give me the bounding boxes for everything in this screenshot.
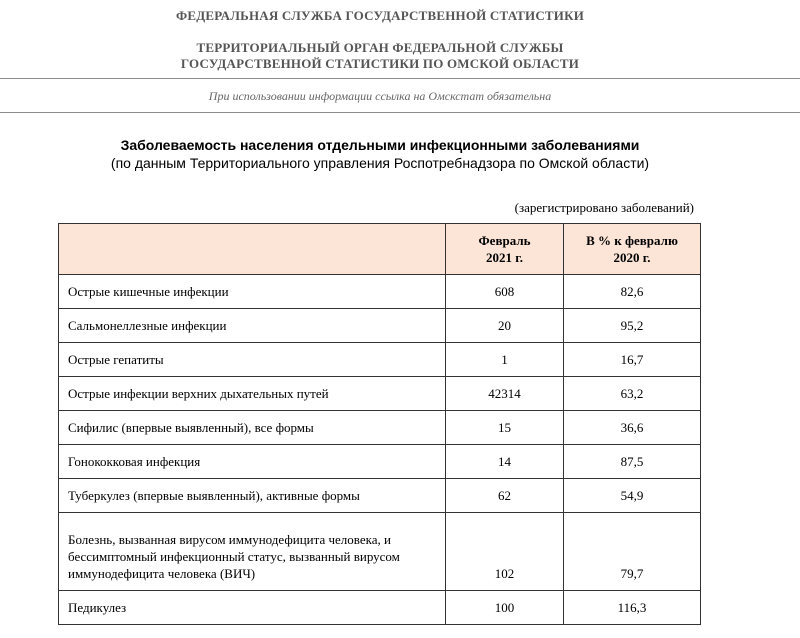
disease-name: Сифилис (впервые выявленный), все формы — [59, 411, 446, 445]
table-row — [59, 479, 701, 513]
header-pct-line1: В % к февралю — [586, 233, 678, 248]
table-row — [59, 591, 701, 625]
disease-name: Гонококковая инфекция — [59, 445, 446, 479]
case-count: 15 — [446, 411, 564, 445]
table-row — [59, 411, 701, 445]
percent-of-prior: 54,9 — [564, 479, 701, 513]
case-count: 1 — [446, 343, 564, 377]
percent-of-prior: 16,7 — [564, 343, 701, 377]
report-subtitle: (по данным Территориального управления Роспотребнадзора по Омской области) — [110, 155, 650, 171]
regional-office-line2: ГОСУДАРСТВЕННОЙ СТАТИСТИКИ ПО ОМСКОЙ ОБЛАСТИ — [180, 56, 580, 71]
case-count: 62 — [446, 479, 564, 513]
case-count: 102 — [446, 513, 564, 591]
disease-table — [58, 223, 701, 625]
agency-name: ФЕДЕРАЛЬНАЯ СЛУЖБА ГОСУДАРСТВЕННОЙ СТАТИСТИКИ — [175, 8, 585, 23]
disease-name: Острые гепатиты — [59, 343, 446, 377]
case-count: 20 — [446, 309, 564, 343]
disease-name: Педикулез — [59, 591, 446, 625]
regional-office-line1: ТЕРРИТОРИАЛЬНЫЙ ОРГАН ФЕДЕРАЛЬНОЙ СЛУЖБЫ — [196, 40, 564, 55]
percent-of-prior: 82,6 — [564, 275, 701, 309]
header-feb-2021-line2: 2021 г. — [486, 250, 523, 265]
case-count: 608 — [446, 275, 564, 309]
disease-name: Острые кишечные инфекции — [59, 275, 446, 309]
table-row — [59, 309, 701, 343]
percent-of-prior: 116,3 — [564, 591, 701, 625]
percent-of-prior: 95,2 — [564, 309, 701, 343]
table-row — [59, 445, 701, 479]
report-title: Заболеваемость населения отдельными инфекционными заболеваниями — [120, 137, 640, 153]
header-feb-2021 — [446, 224, 564, 275]
table-row — [59, 275, 701, 309]
header-pct-line2: 2020 г. — [613, 250, 651, 265]
disease-name: Болезнь, вызванная вирусом иммунодефицита человека, и бессимптомный инфекционный статус, вызванный вирусом иммунодефицита человека (ВИЧ) — [59, 513, 446, 591]
table-row — [59, 513, 701, 591]
table-header-row — [59, 224, 701, 275]
table-row — [59, 377, 701, 411]
disease-name: Сальмонеллезные инфекции — [59, 309, 446, 343]
header-disease — [59, 224, 446, 275]
citation-note: При использовании информации ссылка на Омскстат обязательна — [208, 89, 552, 103]
disease-name: Острые инфекции верхних дыхательных путей — [59, 377, 446, 411]
case-count: 14 — [446, 445, 564, 479]
header-pct-feb-2020 — [564, 224, 701, 275]
percent-of-prior: 63,2 — [564, 377, 701, 411]
case-count: 42314 — [446, 377, 564, 411]
header-feb-2021-line1: Февраль — [478, 233, 531, 248]
percent-of-prior: 79,7 — [564, 513, 701, 591]
percent-of-prior: 36,6 — [564, 411, 701, 445]
header-divider-bottom — [0, 112, 800, 113]
header-divider-top — [0, 78, 800, 79]
disease-name: Туберкулез (впервые выявленный), активные формы — [59, 479, 446, 513]
case-count: 100 — [446, 591, 564, 625]
units-note: (зарегистрировано заболеваний) — [514, 200, 694, 215]
regional-office-name — [0, 40, 760, 72]
percent-of-prior: 87,5 — [564, 445, 701, 479]
table-row — [59, 343, 701, 377]
